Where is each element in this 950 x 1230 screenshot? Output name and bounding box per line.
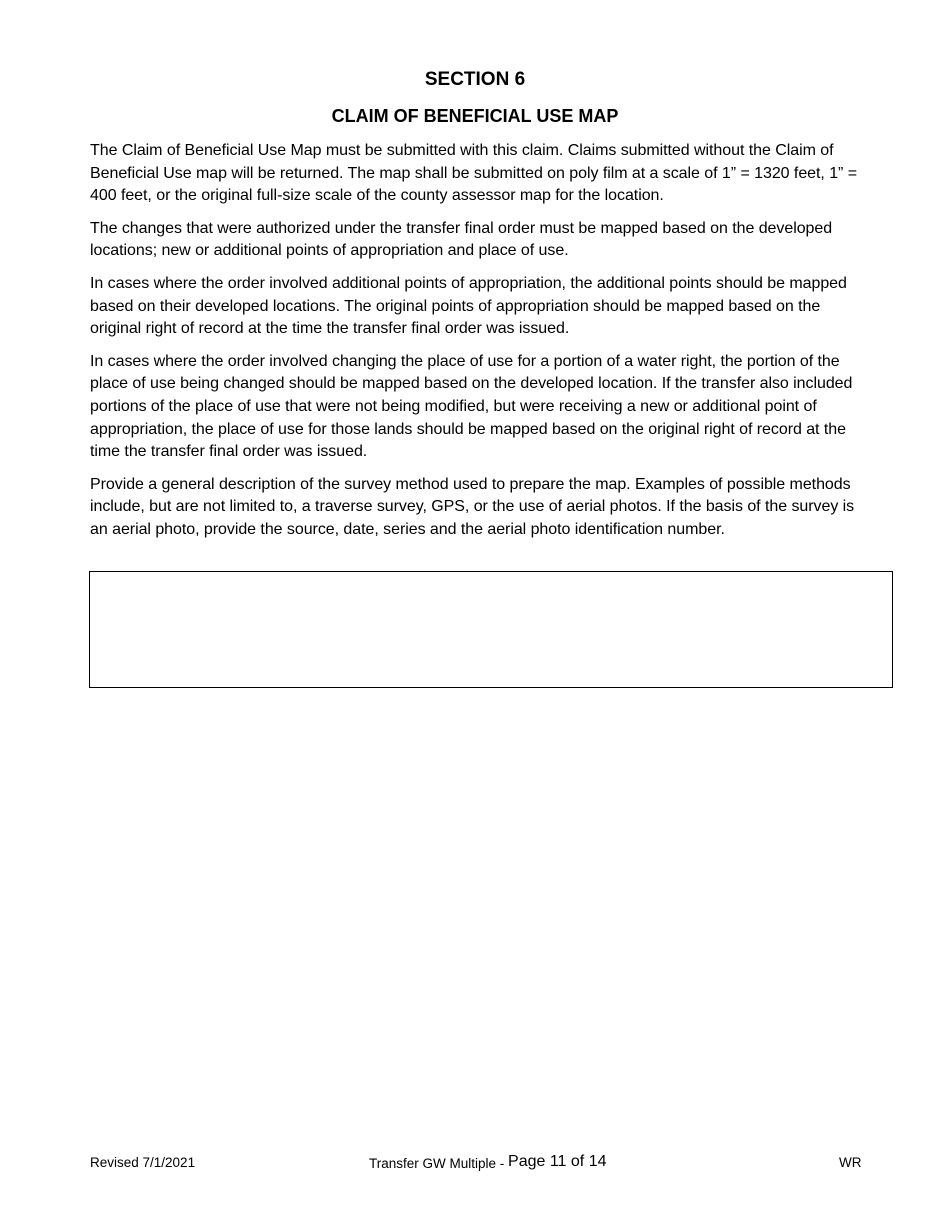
section-number-heading: SECTION 6 <box>424 69 526 90</box>
page-footer <box>0 1152 950 1174</box>
footer-form-info <box>369 1155 606 1173</box>
footer-code: WR <box>839 1155 862 1170</box>
paragraph-authorized-changes: The changes that were authorized under the transfer final order must be mapped based on the developed locations; new or additional points of appropriation and place of use. <box>90 219 833 260</box>
footer-revised-date: Revised 7/1/2021 <box>90 1155 196 1170</box>
footer-form-name: Transfer GW Multiple - <box>369 1156 509 1171</box>
section-title-heading: CLAIM OF BENEFICIAL USE MAP <box>331 106 619 126</box>
instructions-body <box>90 140 870 552</box>
footer-page-number: Page 11 of 14 <box>508 1153 607 1170</box>
paragraph-place-of-use: In cases where the order involved changing the place of use for a portion of a water right, the portion of the place of use being changed should be mapped based on the developed location. If the transfer also included portions of the place of use that were not being modified, but were receiving a new or additional point of appropriation, the place of use for those lands should be mapped based on the original right of record at the time the transfer final order was issued. <box>90 352 853 461</box>
paragraph-additional-points: In cases where the order involved additional points of appropriation, the additional points should be mapped based on their developed locations. The original points of appropriation should be mapped based on the original right of record at the time the transfer final order was issued. <box>90 274 847 338</box>
survey-method-description-field[interactable] <box>89 571 893 688</box>
paragraph-map-submission: The Claim of Beneficial Use Map must be submitted with this claim. Claims submitted without the Claim of Beneficial Use map will be returned. The map shall be submitted on poly film at a scale of 1” = 1320 feet, 1” = 400 feet, or the original full-size scale of the county assessor map for the location. <box>90 142 858 205</box>
paragraph-survey-method: Provide a general description of the survey method used to prepare the map. Examples of possible methods include, but are not limited to, a traverse survey, GPS, or the use of aerial photos. If the basis of the survey is an aerial photo, provide the source, date, series and the aerial photo identification number. <box>90 475 855 538</box>
